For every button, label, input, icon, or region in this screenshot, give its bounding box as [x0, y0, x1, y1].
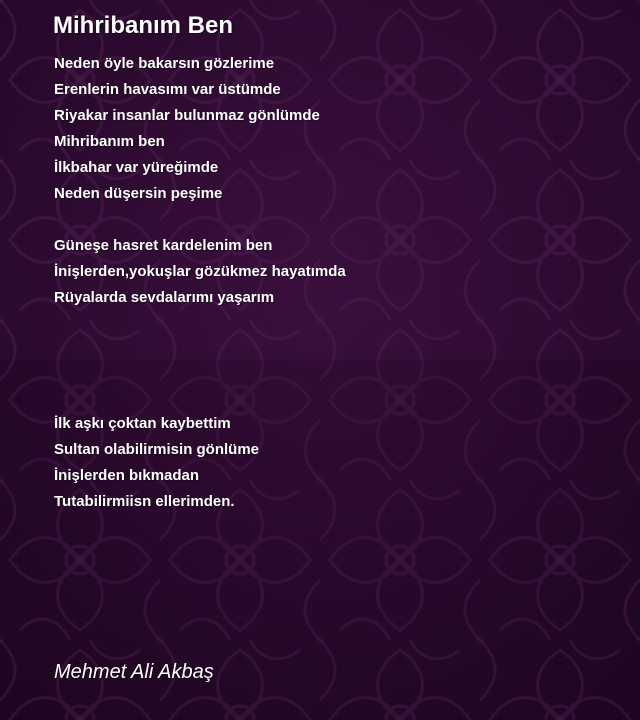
poem-line: Güneşe hasret kardelenim ben	[54, 237, 273, 254]
stanza-3	[54, 411, 259, 515]
poem-title: Mihribanım Ben	[53, 12, 234, 39]
poem-line: Rüyalarda sevdalarımı yaşarım	[54, 289, 275, 306]
poem-line: İnişlerden,yokuşlar gözükmez hayatımda	[54, 263, 346, 280]
stanza-2	[54, 233, 346, 311]
poem-line: Riyakar insanlar bulunmaz gönlümde	[54, 107, 320, 124]
poem-line: Sultan olabilirmisin gönlüme	[54, 441, 260, 458]
poem-line: İlk aşkı çoktan kaybettim	[54, 415, 231, 432]
poem-line: Neden düşersin peşime	[54, 185, 223, 202]
poem-line: İnişlerden bıkmadan	[54, 467, 200, 484]
poem-author: Mehmet Ali Akbaş	[54, 661, 214, 683]
poem-line: Mihribanım ben	[54, 133, 165, 150]
poem-line: Tutabilirmiisn ellerimden.	[54, 493, 235, 510]
poem-line: İlkbahar var yüreğimde	[54, 159, 219, 176]
poem-line: Neden öyle bakarsın gözlerime	[54, 55, 275, 72]
poem-line: Erenlerin havasımı var üstümde	[54, 81, 281, 98]
stanza-1	[54, 51, 320, 207]
